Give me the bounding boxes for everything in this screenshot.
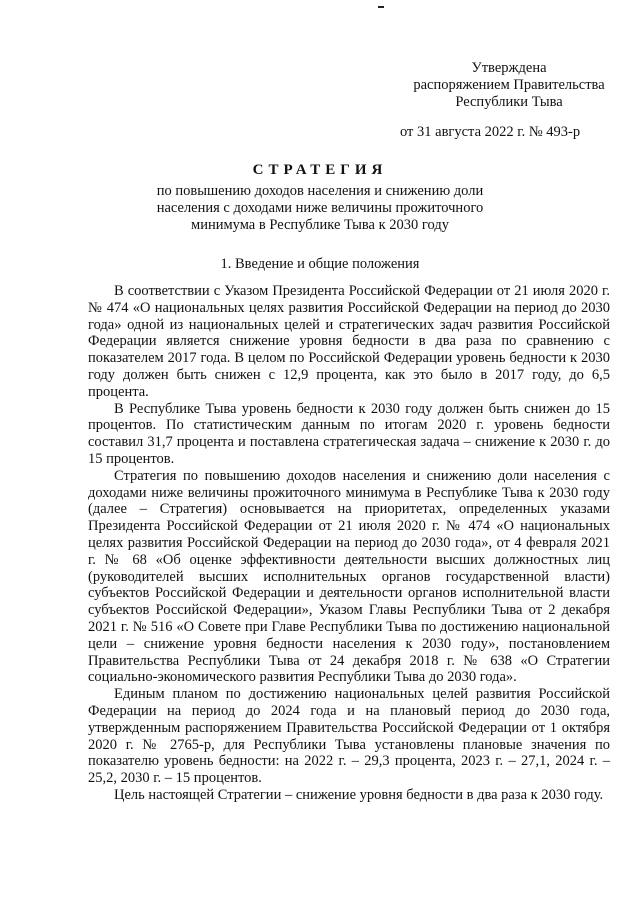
- scan-mark: [378, 6, 384, 8]
- subtitle-line: по повышению доходов населения и снижению доли: [156, 183, 484, 199]
- paragraph: Цель настоящей Стратегии – снижение уровня бедности в два раза к 2030 году.: [114, 786, 604, 803]
- paragraph: В соответствии с Указом Президента Российской Федерации от 21 июля 2020 г. № 474 «О национальных целях развития Российской Федерации на период до 2030 года» одной из национальных целей и стратегических задач развития Российской Федерации является снижение уровня бедности в два раза по сравнению с показателем 2017 года. В целом по Российской Федерации уровень бедности к 2030 году должен быть снижен с 12,9 процента, как это было в 2017 году, до 6,5 процента.: [88, 283, 610, 400]
- body-text: [88, 283, 610, 804]
- paragraph: В Республике Тыва уровень бедности к 2030 году должен быть снижен до 15 процентов. По статистическим данным по итогам 2020 г. уровень бедности составил 31,7 процента и поставлена стратегическая задача – снижение к 2030 г. до 15 процентов.: [88, 400, 610, 467]
- section-heading: 1. Введение и общие положения: [220, 256, 420, 272]
- approval-date: от 31 августа 2022 г. № 493-р: [400, 124, 581, 140]
- approval-line: Утверждена: [471, 60, 547, 76]
- document-title: СТРАТЕГИЯ: [252, 162, 388, 178]
- subtitle-line: минимума в Республике Тыва к 2030 году: [191, 217, 449, 233]
- approval-line: распоряжением Правительства: [413, 77, 605, 93]
- document-subtitle: [140, 183, 500, 234]
- paragraph: Единым планом по достижению национальных целей развития Российской Федерации на период до 2024 года и на плановый период до 2030 года, утвержденным распоряжением Правительства Российской Федерации от 1 октября 2020 г. № 2765-р, для Республики Тыва установлены плановые значения по показателю уровень бедности: на 2022 г. – 29,3 процента, 2023 г. – 27,1, 2024 г. – 25,2, 2030 г. – 15 процентов.: [88, 686, 610, 787]
- approval-line: Республики Тыва: [455, 94, 563, 110]
- subtitle-line: населения с доходами ниже величины прожиточного: [156, 200, 484, 216]
- approval-block: [404, 60, 614, 111]
- paragraph: Стратегия по повышению доходов населения и снижению доли населения с доходами ниже величины прожиточного минимума в Республике Тыва к 2030 году (далее – Стратегия) основывается на приоритетах, определенных указами Президента Российской Федерации от 21 июля 2020 г. № 474 «О национальных целях развития Российской Федерации на период до 2030 года», от 4 февраля 2021 г. № 68 «Об оценке эффективности деятельности высших должностных лиц (руководителей высших исполнительных органов государственной власти) субъектов Российской Федерации и деятельности органов исполнительной власти субъектов Российской Федерации», Указом Главы Республики Тыва от 2 декабря 2021 г. № 516 «О Совете при Главе Республики Тыва по достижению национальной цели – снижение уровня бедности населения к 2030 году», постановлением Правительства Республики Тыва от 24 декабря 2018 г. № 638 «О Стратегии социально-экономического развития Республики Тыва до 2030 года».: [88, 467, 610, 686]
